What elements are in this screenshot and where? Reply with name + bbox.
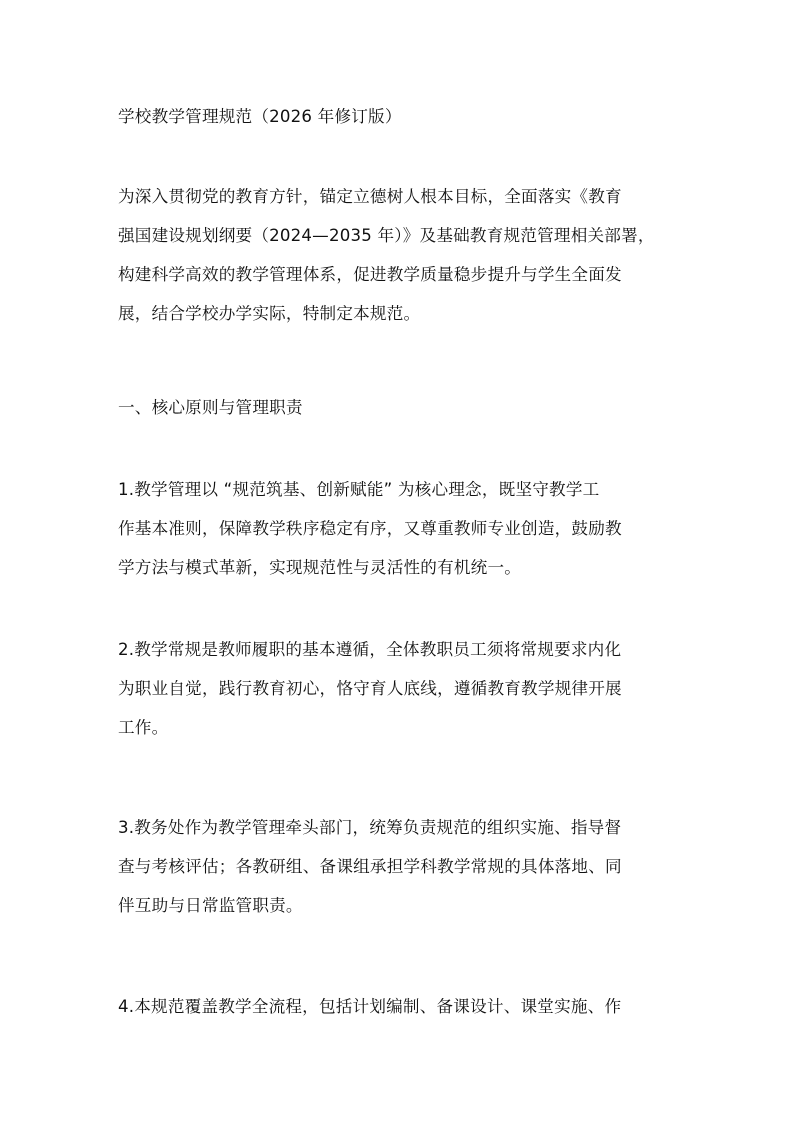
intro-line: 强国建设规划纲要（2024—2035 年）》及基础教育规范管理相关部署，: [118, 226, 655, 245]
item-2-line: 为职业自觉，践行教育初心，恪守育人底线，遵循教育教学规律开展: [118, 679, 622, 698]
item-1-line: 1.教学管理以 “规范筑基、创新赋能” 为核心理念，既坚守教学工: [118, 480, 600, 499]
item-2-line: 工作。: [118, 718, 169, 737]
intro-line: 为深入贯彻党的教育方针，锚定立德树人根本目标，全面落实《教育: [118, 187, 622, 206]
item-1-line: 学方法与模式革新，实现规范性与灵活性的有机统一。: [118, 558, 522, 577]
item-1-line: 作基本准则，保障教学秩序稳定有序，又尊重教师专业创造，鼓励教: [118, 519, 622, 538]
item-3-line: 伴互助与日常监管职责。: [118, 896, 303, 915]
intro-line: 展，结合学校办学实际，特制定本规范。: [118, 304, 421, 323]
item-3-line: 3.教务处作为教学管理牵头部门，统筹负责规范的组织实施、指导督: [118, 818, 622, 837]
item-2-line: 2.教学常规是教师履职的基本遵循，全体教职员工须将常规要求内化: [118, 640, 622, 659]
item-3-line: 查与考核评估；各教研组、备课组承担学科教学常规的具体落地、同: [118, 857, 622, 876]
document-title: 学校教学管理规范（2026 年修订版）: [118, 107, 402, 126]
intro-line: 构建科学高效的教学管理体系，促进教学质量稳步提升与学生全面发: [118, 265, 622, 284]
section-heading: 一、核心原则与管理职责: [118, 398, 303, 417]
item-4-line: 4.本规范覆盖教学全流程，包括计划编制、备课设计、课堂实施、作: [118, 997, 622, 1016]
